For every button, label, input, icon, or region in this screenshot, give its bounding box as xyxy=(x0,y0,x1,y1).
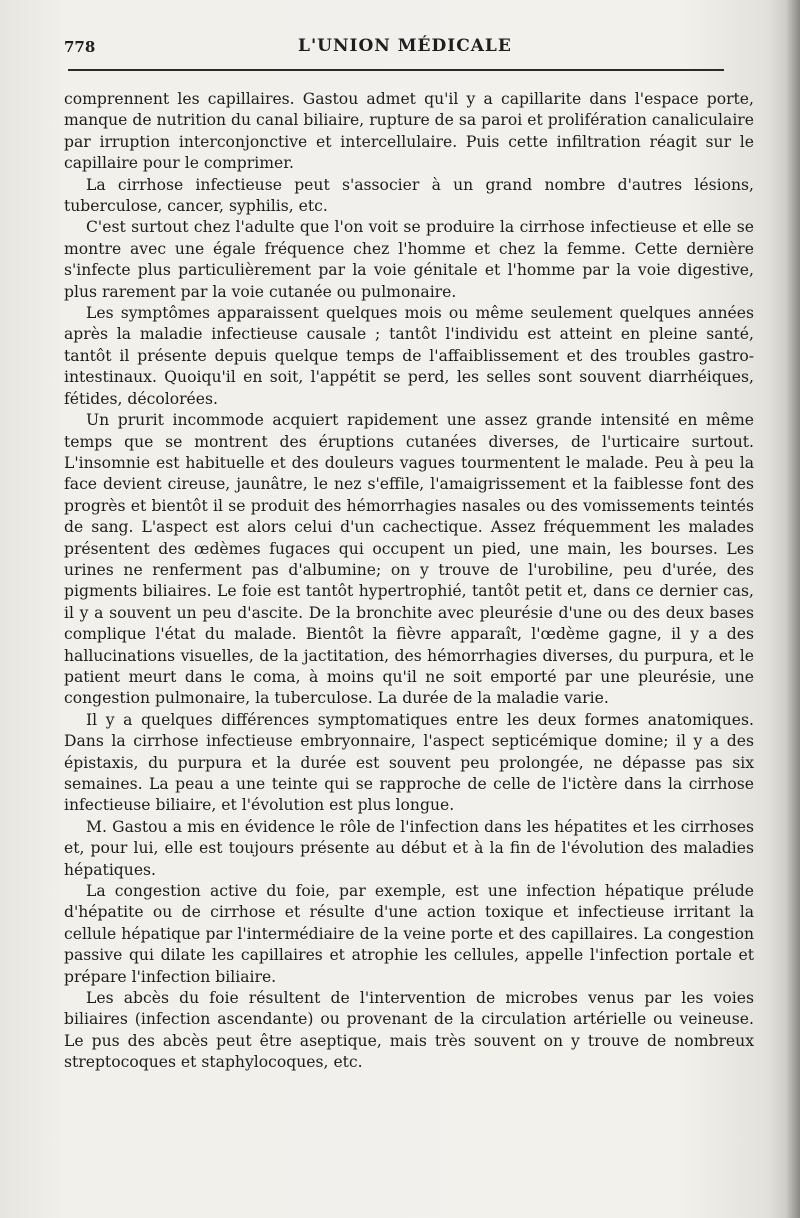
page-number: 778 xyxy=(64,38,96,56)
paragraph: Les abcès du foie résultent de l'intervention de microbes venus par les voies biliaires (infection ascendante) ou provenant de la circulation artérielle ou veineuse. Le pus des abcès peut être aseptique, mais très souvent on y trouve de nombreux streptocoques et staphylocoques, etc. xyxy=(64,989,754,1072)
paragraph: comprennent les capillaires. Gastou admet qu'il y a capillarite dans l'espace porte, manque de nutrition du canal biliaire, rupture de sa paroi et prolifération canaliculaire par irruption interconjonctive et intercellulaire. Puis cette infiltration réagit sur le capillaire pour le comprimer. xyxy=(64,90,754,173)
paragraph: La cirrhose infectieuse peut s'associer à un grand nombre d'autres lésions, tuberculose, cancer, syphilis, etc. xyxy=(64,175,754,216)
page-edge-shadow xyxy=(786,0,800,1218)
paragraph: Il y a quelques différences symptomatiques entre les deux formes anatomiques. Dans la cirrhose infectieuse embryonnaire, l'aspect septicémique domine; il y a des épistaxis, du purpura et la durée est souvent peu prolongée, ne dépasse pas six semaines. La peau a une teinte qui se rapproche de celle de l'ictère dans la cirrhose infectieuse biliaire, et l'évolution est plus longue. xyxy=(64,710,754,815)
journal-title: L'UNION MÉDICALE xyxy=(298,36,512,56)
paragraph: M. Gastou a mis en évidence le rôle de l'infection dans les hépatites et les cirrhoses et, pour lui, elle est toujours présente au début et à la fin de l'évolution des maladies hépatiques. xyxy=(64,817,754,879)
paragraph: C'est surtout chez l'adulte que l'on voit se produire la cirrhose infectieuse et elle se montre avec une égale fréquence chez l'homme et chez la femme. Cette dernière s'infecte plus particulièrement par la voie génitale et l'homme par la voie digestive, plus rarement par la voie cutanée ou pulmonaire. xyxy=(64,218,754,301)
paragraph: Un prurit incommode acquiert rapidement une assez grande intensité en même temps que se montrent des éruptions cutanées diverses, de l'urticaire surtout. L'insomnie est habituelle et des douleurs vagues tourmentent le malade. Peu à peu la face devient cireuse, jaunâtre, le nez s'effile, l'amaigrissement et la faiblesse font des progrès et bientôt il se produit des hémorrhagies nasales ou des vomissements teintés de sang. L'aspect est alors celui d'un cachectique. Assez fréquemment les malades présentent des œdèmes fugaces qui occupent un pied, une main, les bourses. Les urines ne renferment pas d'albumine; on y trouve de l'urobiline, peu d'urée, des pigments biliaires. Le foie est tantôt hypertrophié, tantôt petit et, dans ce dernier cas, il y a souvent un peu d'ascite. De la bronchite avec pleurésie d'une ou des deux bases complique l'état du malade. Bientôt la fièvre apparaît, l'œdème gagne, il y a des hallucinations visuelles, de la jactitation, des hémorrhagies diverses, du purpura, et le patient meurt dans le coma, à moins qu'il ne soit emporté par une pleurésie, une congestion pulmonaire, la tuberculose. La durée de la maladie varie. xyxy=(64,411,754,708)
running-header xyxy=(62,34,730,64)
paragraph: Les symptômes apparaissent quelques mois ou même seulement quelques années après la maladie infectieuse causale ; tantôt l'individu est atteint en pleine santé, tantôt il présente depuis quelque temps de l'affaiblissement et des troubles gastro-intestinaux. Quoiqu'il en soit, l'appétit se perd, les selles sont souvent diarrhéiques, fétides, décolorées. xyxy=(64,304,754,408)
paragraph: La congestion active du foie, par exemple, est une infection hépatique prélude d'hépatite ou de cirrhose et résulte d'une action toxique et infectieuse irritant la cellule hépatique par l'intermédiaire de la veine porte et des capillaires. La congestion passive qui dilate les capillaires et atrophie les cellules, appelle l'infection portale et prépare l'infection biliaire. xyxy=(64,882,754,986)
article-body xyxy=(64,89,754,1074)
header-rule xyxy=(68,69,724,71)
